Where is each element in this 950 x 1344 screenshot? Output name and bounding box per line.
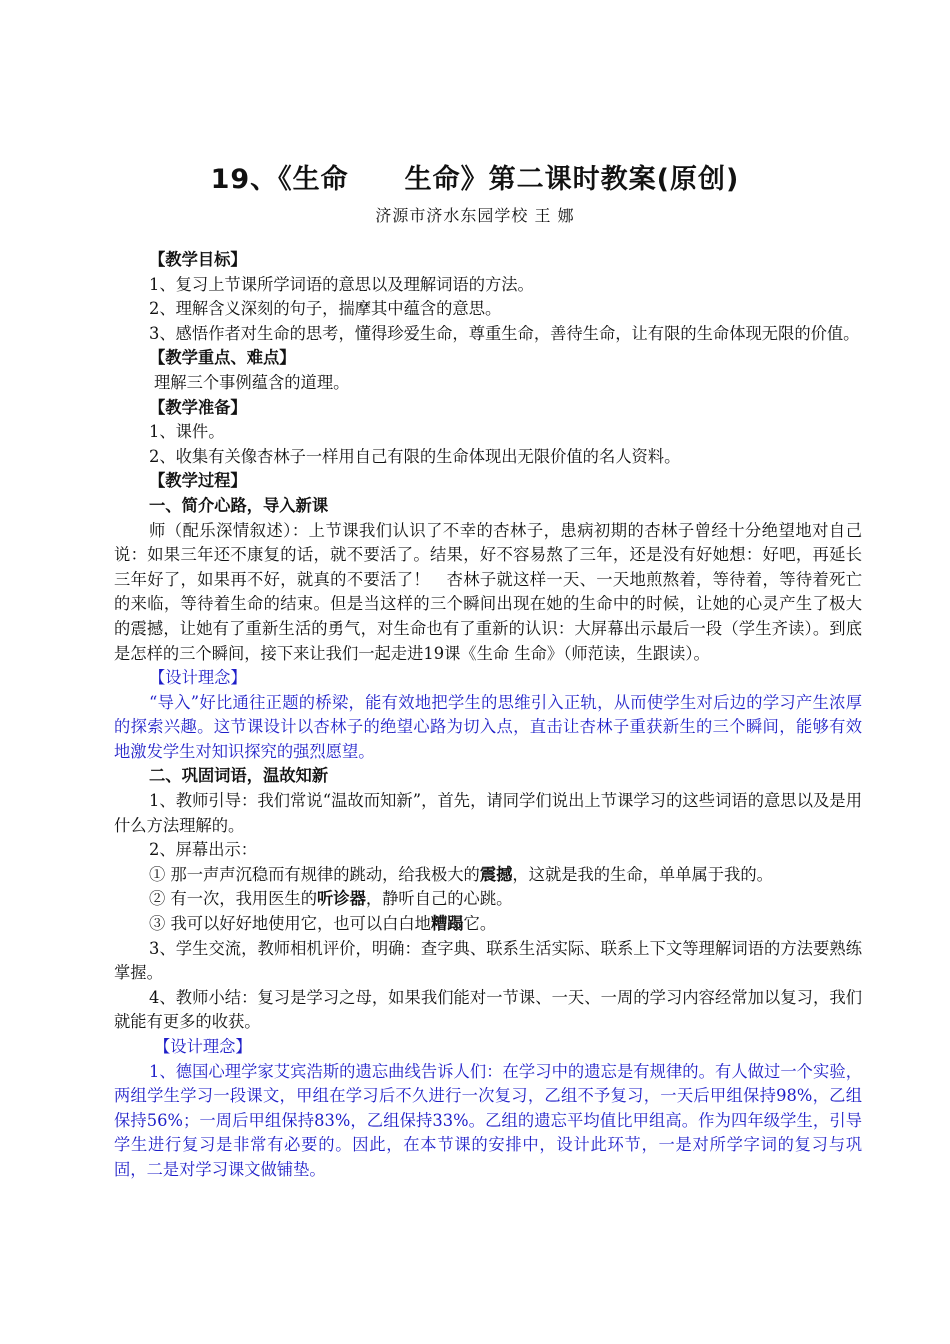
paragraph: 理解三个事例蕴含的道理。: [154, 372, 350, 392]
screen-item-text: ② 有一次，我用医生的: [149, 889, 317, 909]
paragraph: 1、复习上节课所学词语的意思以及理解词语的方法。: [149, 274, 534, 294]
paragraph: 【教学重点、难点】: [149, 348, 296, 368]
section-part-1: [114, 248, 862, 863]
screen-item: [114, 863, 862, 888]
paragraph: 2、屏幕出示：: [149, 840, 258, 860]
screen-item: [114, 887, 862, 912]
highlighted-word: 听诊器: [317, 889, 366, 909]
paragraph: 【教学过程】: [149, 471, 247, 491]
paragraph: 3、感悟作者对生命的思考，懂得珍爱生命，尊重生命，善待生命，让有限的生命体现无限的价值。: [149, 323, 860, 343]
author-line: 济源市济水东园学校 王 娜: [375, 206, 575, 225]
page-title: 19、《生命 生命》第二课时教案(原创): [210, 164, 740, 195]
paragraph: 二、巩固词语，温故知新: [149, 766, 329, 786]
section-part-2: [114, 937, 862, 1183]
paragraph: 1、德国心理学家艾宾浩斯的遗忘曲线告诉人们：在学习中的遗忘是有规律的。有人做过一个实验，两组学生学习一段课文，甲组在学习后不久进行一次复习，乙组不予复习，一天后甲组保持98%，乙组保持56%；一周后甲组保持83%，乙组保持33%。乙组的遗忘平均值比甲组高。作为四年级学生，引导学生进行复习是非常有必要的。因此，在本节课的安排中，设计此环节，一是对所学字词的复习与巩固，二是对学习课文做铺垫。: [114, 1061, 862, 1179]
paragraph: 2、理解含义深刻的句子，揣摩其中蕴含的意思。: [149, 299, 502, 319]
screen-item-text: ，静听自己的心跳。: [365, 889, 513, 909]
screen-item: [114, 912, 862, 937]
paragraph: 【设计理念】: [154, 1037, 252, 1056]
highlighted-word: 震撼: [479, 864, 513, 884]
screen-item-text: ③ 我可以好好地使用它，也可以白白地: [149, 914, 431, 934]
paragraph: 【设计理念】: [149, 668, 247, 688]
paragraph: 师（配乐深情叙述）：上节课我们认识了不幸的杏林子，患病初期的杏林子曾经十分绝望地对自己说：如果三年还不康复的话，就不要活了。结果，好不容易熬了三年，还是没有好她想：好吧，再延长三年好了，如果再不好，就真的不要活了！ 杏林子就这样一天、一天地煎熬着，等待着，等待着死亡的来临，等待着生命的结束。但是当这样的三个瞬间出现在她的生命中的时候，让她的心灵产生了极大的震撼，让她有了重新生活的勇气，对生命也有了重新的认识：大屏幕出示最后一段（学生齐读）。到底是怎样的三个瞬间，接下来让我们一起走进19课《生命 生命》（师范读，生跟读）。: [114, 520, 862, 663]
paragraph: 4、教师小结：复习是学习之母，如果我们能对一节课、一天、一周的学习内容经常加以复习，我们就能有更多的收获。: [114, 987, 862, 1032]
highlighted-word: 糟蹋: [430, 914, 464, 934]
screen-item-text: ，这就是我的生命，单单属于我的。: [512, 864, 773, 884]
screen-items: [114, 863, 862, 937]
paragraph: 1、教师引导：我们常说“温故而知新”，首先，请同学们说出上节课学习的这些词语的意思以及是用什么方法理解的。: [114, 791, 862, 835]
paragraph: 2、收集有关像杏林子一样用自己有限的生命体现出无限价值的名人资料。: [149, 446, 681, 466]
paragraph: 【教学目标】: [149, 250, 247, 269]
paragraph: 3、学生交流，教师相机评价，明确：查字典、联系生活实际、联系上下文等理解词语的方法要熟练掌握。: [114, 938, 862, 983]
document-body: [114, 248, 862, 1183]
paragraph: 1、课件。: [149, 422, 225, 442]
screen-item-text: ① 那一声声沉稳而有规律的跳动，给我极大的: [149, 864, 480, 884]
paragraph: “导入”好比通往正题的桥梁，能有效地把学生的思维引入正轨，从而使学生对后边的学习产生浓厚的探索兴趣。这节课设计以杏林子的绝望心路为切入点，直击让杏林子重获新生的三个瞬间，能够有效地激发学生对知识探究的强烈愿望。: [114, 692, 862, 761]
paragraph: 一、简介心路，导入新课: [149, 495, 329, 515]
screen-item-text: 它。: [463, 914, 497, 934]
paragraph: 【教学准备】: [149, 397, 247, 417]
